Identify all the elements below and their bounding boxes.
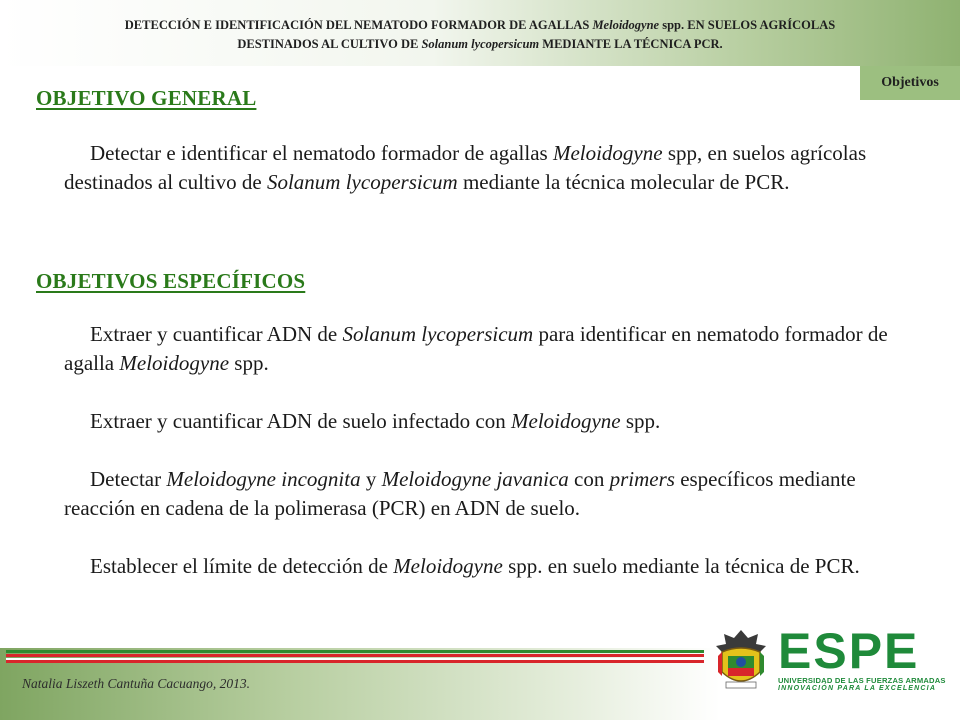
o2-a: Extraer y cuantificar ADN de suelo infectado con [90,409,511,433]
o3-d: específicos mediante reacción en cadena de la polimerasa (PCR) en ADN de suelo. [64,467,856,520]
o3-b: y [360,467,382,491]
general-p1-species: Meloidogyne [552,141,663,165]
o3-sp2: Meloidogyne javanica [381,467,569,491]
o2-species: Meloidogyne [511,409,621,433]
section-tab [860,66,960,100]
specific-objective-4 [64,552,894,581]
slide-title [30,16,930,54]
general-p1: Detectar e identificar el nematodo formador de agallas [90,141,553,165]
o3-primers: primers [609,467,675,491]
o1-a: Extraer y cuantificar ADN de [90,322,343,346]
title-host: Solanum lycopersicum [421,37,540,51]
o4-a: Establecer el límite de detección de [90,554,394,578]
university-name: UNIVERSIDAD DE LAS FUERZAS ARMADAS [778,676,946,685]
o3-c: con [568,467,610,491]
stripe-red-1 [6,654,704,657]
title-part2: spp. EN SUELOS AGRÍCOLAS [659,18,836,32]
o1-species: Meloidogyne [119,351,230,375]
stripe-red-2 [6,660,704,663]
title-part3: DESTINADOS AL CULTIVO DE [237,37,422,51]
o1-host: Solanum lycopersicum [342,322,534,346]
o3-a: Detectar [90,467,167,491]
o3-sp1: Meloidogyne incognita [166,467,361,491]
specific-objective-2 [64,407,894,436]
o2-b: spp. [620,409,661,433]
specific-objective-3 [64,465,894,523]
section-tab-label: Objetivos [881,75,939,90]
stripe-green-top [6,650,704,653]
specific-objectives-heading: OBJETIVOS ESPECÍFICOS [36,269,306,293]
general-objective-heading: OBJETIVO GENERAL [36,86,257,110]
general-p1-host: Solanum lycopersicum [266,170,458,194]
title-part1: DETECCIÓN E IDENTIFICACIÓN DEL NEMATODO FORMADOR DE AGALLAS [124,18,593,32]
specific-objective-1 [64,320,894,378]
footer-stripes [6,650,704,664]
title-part4: MEDIANTE LA TÉCNICA PCR. [539,37,723,51]
general-p1-spp: spp [662,141,698,165]
o4-species: Meloidogyne [393,554,503,578]
o1-b: para identificar en nematodo formador de agalla [64,322,888,375]
o4-b: spp. en suelo mediante la técnica de PCR. [502,554,860,578]
title-species: Meloidogyne [592,18,660,32]
o1-c: spp. [229,351,269,375]
general-objective-text [64,139,894,197]
espe-crest-icon [708,626,774,692]
espe-wordmark: ESPE [778,623,920,679]
university-tagline: INNOVACIÓN PARA LA EXCELENCIA [778,685,937,692]
author-credit: Natalia Liszeth Cantuña Cacuango, 2013. [22,676,251,691]
general-p1-end: mediante la técnica molecular de PCR. [457,170,790,194]
espe-logo [706,624,950,692]
general-p1-rest: , en suelos agrícolas destinados al cultivo de [64,141,867,194]
